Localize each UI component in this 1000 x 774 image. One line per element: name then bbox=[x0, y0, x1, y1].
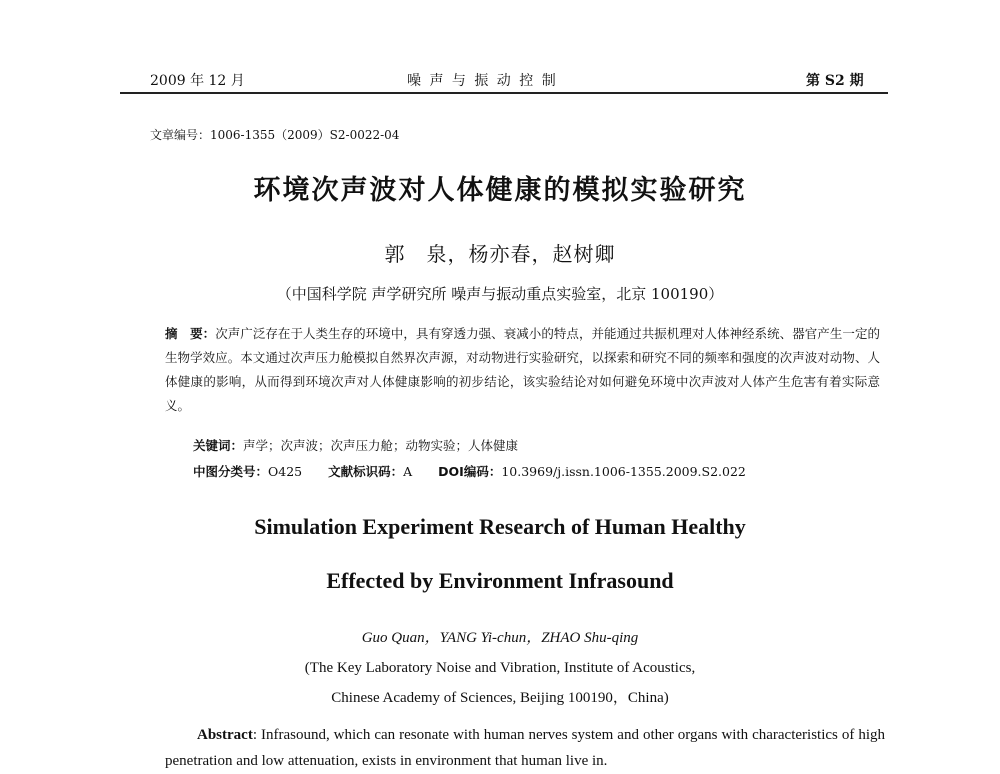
header-journal: 噪 声 与 振 动 控 制 bbox=[407, 73, 558, 89]
abstract-english-label: Abstract bbox=[197, 727, 253, 743]
affiliation-english-line-1: (The Key Laboratory Noise and Vibration, Institute of Acoustics, bbox=[304, 660, 696, 676]
doi-value: 10.3969/j.issn.1006-1355.2009.S2.022 bbox=[501, 464, 746, 479]
header-rule bbox=[120, 92, 888, 94]
authors-english: Guo Quan，YANG Yi-chun，ZHAO Shu-qing bbox=[361, 630, 639, 646]
affiliation-english-line-2: Chinese Academy of Sciences, Beijing 100190，China) bbox=[331, 690, 669, 706]
title-english-line-1: Simulation Experiment Research of Human Healthy bbox=[254, 514, 746, 539]
article-number: 文章编号：1006-1355（2009）S2-0022-04 bbox=[150, 128, 400, 142]
authors-chinese: 郭 泉，杨亦春，赵树卿 bbox=[384, 242, 616, 266]
clc-value: O425 bbox=[268, 464, 303, 479]
abstract-english-text: : Infrasound, which can resonate with human nerves system and other organs with characteristics of high penetration and low attenuation, exists in environment that human live in. bbox=[165, 727, 885, 769]
doc-code-label: 文献标识码： bbox=[328, 464, 404, 479]
keywords-label: 关键词： bbox=[193, 438, 244, 453]
clc-label: 中图分类号： bbox=[193, 464, 269, 479]
header-issue: 第 S2 期 bbox=[806, 73, 864, 89]
title-english-line-2: Effected by Environment Infrasound bbox=[326, 568, 674, 593]
title-chinese: 环境次声波对人体健康的模拟实验研究 bbox=[253, 175, 747, 206]
header-date: 2009 年 12 月 bbox=[150, 73, 245, 89]
abstract-chinese-label: 摘 要： bbox=[165, 326, 216, 341]
doc-code-value: A bbox=[403, 464, 413, 479]
abstract-english bbox=[165, 722, 885, 774]
keywords-text: 声学；次声波；次声压力舱；动物实验；人体健康 bbox=[243, 438, 519, 453]
classification-line bbox=[193, 462, 746, 480]
affiliation-chinese: （中国科学院 声学研究所 噪声与振动重点实验室，北京 100190） bbox=[276, 285, 724, 303]
abstract-chinese bbox=[165, 322, 880, 418]
abstract-chinese-text: 次声广泛存在于人类生存的环境中，具有穿透力强、衰减小的特点，并能通过共振机理对人体神经系统、器官产生一定的生物学效应。本文通过次声压力舱模拟自然界次声源，对动物进行实验研究，以探索和研究不同的频率和强度的次声波对动物、人体健康的影响，从而得到环境次声对人体健康影响的初步结论，该实验结论对如何避免环境中次声波对人体产生危害有着实际意义。 bbox=[165, 326, 880, 413]
doi-label: DOI编码： bbox=[438, 464, 502, 479]
keywords bbox=[193, 436, 518, 454]
